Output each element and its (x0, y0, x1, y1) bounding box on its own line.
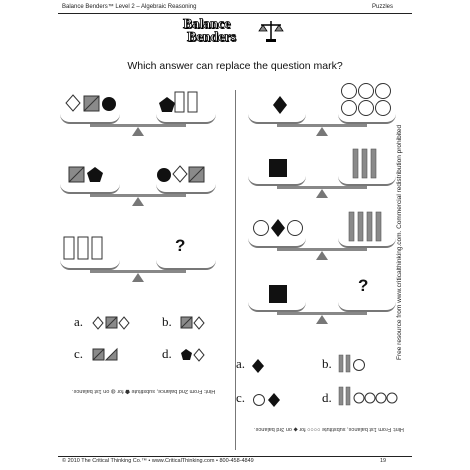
gray-slash-square-icon (188, 166, 206, 184)
logo (183, 17, 293, 47)
white-diamond-icon (193, 316, 207, 330)
header-rule (58, 13, 412, 14)
circle-diamond-icon (252, 392, 284, 408)
footer-copyright: © 2010 The Critical Thinking Co.™ • www.CriticalThinking.com • 800-458-4849 (62, 458, 254, 464)
left-balance-3 (60, 236, 230, 284)
white-diamond-icon (92, 316, 106, 330)
fulcrum-icon (316, 251, 328, 260)
black-pentagon-icon (180, 348, 194, 362)
white-diamond-icon (193, 348, 207, 362)
footer-rule (58, 456, 412, 457)
right-hint: Hint: From 1st balance, substitute ○○○○ for ◆ on 3rd balance. (254, 426, 404, 432)
fulcrum-icon (132, 273, 144, 282)
white-diamond-icon (65, 94, 85, 112)
gray-triangle-icon (105, 348, 119, 362)
logo-line1: Balance (183, 17, 231, 32)
right-balance-4 (248, 274, 398, 332)
black-circle-icon (101, 95, 119, 113)
answer-letter: c. (236, 390, 246, 405)
scale-logo-icon (259, 19, 283, 43)
black-diamond-icon (252, 358, 266, 374)
page-number: 19 (380, 458, 387, 464)
white-circles-group-icon (340, 82, 394, 118)
gray-slash-square-icon (68, 166, 86, 184)
fulcrum-icon (132, 127, 144, 136)
fulcrum-icon (132, 197, 144, 206)
answer-letter: a. (74, 314, 84, 329)
bars-circle-icon (338, 354, 368, 374)
header-title: Balance Benders™ Level 2 – Algebraic Reasoning (62, 4, 197, 10)
answer-letter: a. (236, 356, 246, 371)
gray-slash-square-icon (105, 316, 119, 330)
fulcrum-icon (316, 127, 328, 136)
question-text: Which answer can replace the question mark? (127, 60, 343, 72)
gray-slash-square-icon (83, 95, 101, 113)
white-rectangles-icon (63, 236, 107, 260)
white-diamond-icon (118, 316, 132, 330)
side-notice: Free resource from www.criticalthinking.com. Commercial redistribution prohibited (396, 124, 403, 360)
answer-letter: d. (162, 346, 172, 361)
mystery-mark: ? (175, 236, 186, 255)
answer-letter: b. (322, 356, 332, 371)
left-balance-2 (60, 160, 230, 208)
black-diamond-icon (272, 95, 290, 115)
left-hint: Hint: From 2nd balance, substitute ⬟ for ◍ on 1st balance. (72, 388, 216, 394)
right-answers (236, 356, 396, 416)
answer-letter: c. (74, 346, 84, 361)
answer-letter: d. (322, 390, 332, 405)
gray-slash-square-icon (92, 348, 106, 362)
fulcrum-icon (316, 315, 328, 324)
circle-diamond-circle-icon (252, 218, 308, 240)
header-section: Puzzles (372, 4, 394, 10)
bars-circles-icon (338, 386, 398, 408)
mystery-mark: ? (358, 276, 369, 295)
fulcrum-icon (316, 189, 328, 198)
answer-letter: b. (162, 314, 172, 329)
left-balance-1 (60, 90, 230, 138)
logo-line2: Benders (187, 30, 236, 45)
left-answers (74, 314, 234, 374)
right-balance-3 (248, 210, 398, 268)
white-rectangles-icon (174, 91, 204, 113)
black-pentagon-icon (86, 166, 106, 184)
right-balance-2 (248, 148, 398, 206)
right-balance-1 (248, 80, 398, 138)
gray-slash-square-icon (180, 316, 194, 330)
